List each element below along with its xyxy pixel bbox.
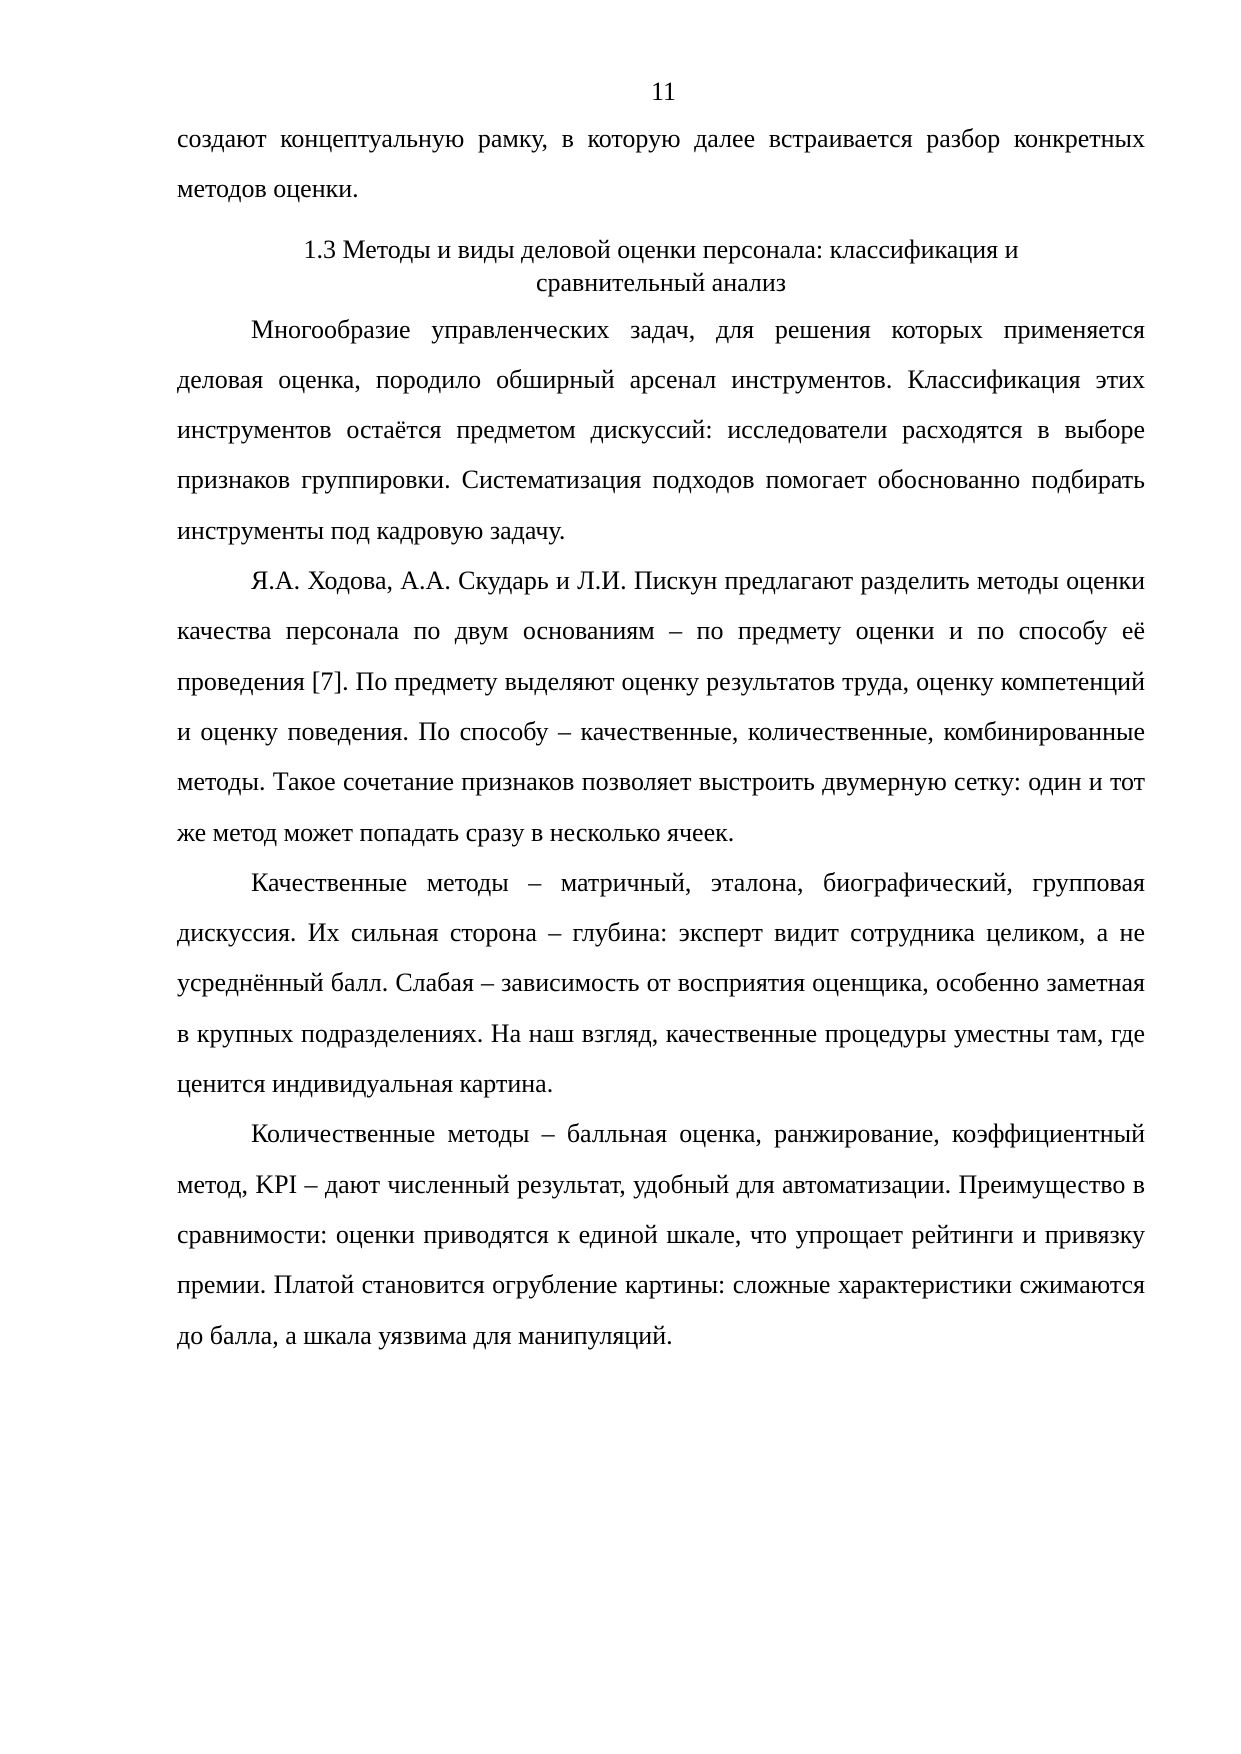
page-number: 11 [650,77,677,106]
continuation-paragraph: создают концептуальную рамку, в которую далее встраивается разбор конкретных методов оценки. [177,124,1145,204]
section-heading-line-2: сравнительный анализ [535,267,787,297]
paragraph-khodova-classification: Я.А. Ходова, А.А. Скударь и Л.И. Пискун предлагают разделить методы оценки качества персонала по двум основаниям – по предмету оценки и по способу её проведения [7]. По предмету выделяют оценку результатов труда, оценку компетенций и оценку поведения. По способу – качественные, количественные, комбинированные методы. Такое сочетание признаков позволяет выстроить двумерную сетку: один и тот же метод может попадать сразу в несколько ячеек. [177,566,1145,847]
section-heading [177,233,1145,299]
page-content [177,114,1145,1361]
paragraph-classification-intro: Многообразие управленческих задач, для решения которых применяется деловая оценка, породило обширный арсенал инструментов. Классификация этих инструментов остаётся предметом дискуссий: исследователи расходятся в выборе признаков группировки. Систематизация подходов помогает обоснованно подбирать инструменты под кадровую задачу. [177,314,1145,545]
section-heading-line-1: 1.3 Методы и виды деловой оценки персонала: классификация и [303,234,1019,264]
paragraph-quantitative-methods: Количественные методы – балльная оценка, ранжирование, коэффициентный метод, KPI – дают численный результат, удобный для автоматизации. Преимущество в сравнимости: оценки приводятся к единой шкале, что упрощает рейтинги и привязку премии. Платой становится огрубление картины: сложные характеристики сжимаются до балла, а шкала уязвима для манипуляций. [177,1119,1145,1350]
paragraph-qualitative-methods: Качественные методы – матричный, эталона, биографический, групповая дискуссия. Их сильная сторона – глубина: эксперт видит сотрудника целиком, а не усреднённый балл. Слабая – зависимость от восприятия оценщика, особенно заметная в крупных подразделениях. На наш взгляд, качественные процедуры уместны там, где ценится индивидуальная картина. [177,867,1145,1099]
